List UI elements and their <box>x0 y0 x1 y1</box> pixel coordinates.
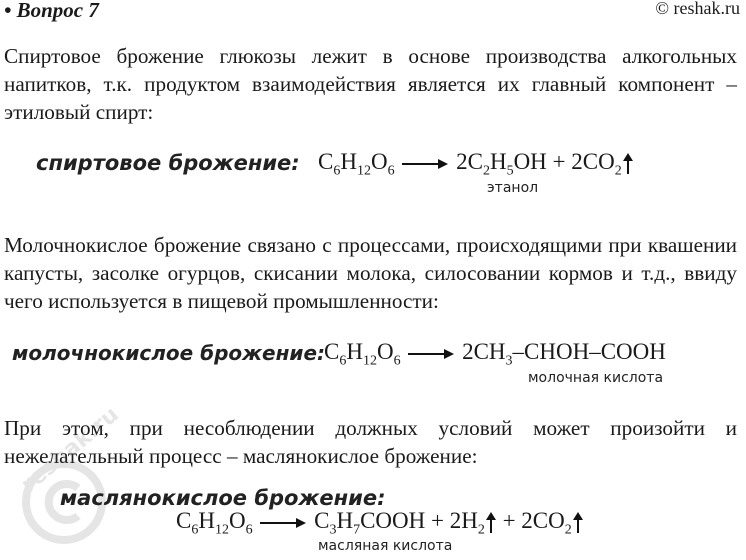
gas-arrow-icon <box>572 512 584 534</box>
reaction-equation-alcoholic: $C_6H_{12}O_6$ $2C_2H_5OH + 2CO_2$ <box>318 149 634 180</box>
reaction-label-alcoholic: спиртовое брожение: <box>36 151 300 175</box>
reaction-label-lactic: молочнокислое брожение: <box>12 341 326 365</box>
watermark-text: reshak.ru <box>16 402 124 498</box>
paragraph-intro: Спиртовое брожение глюкозы лежит в основе производства алкогольных напитков, т.к. продуктом взаимодействия является их главный компонент – этиловый спирт: <box>4 44 737 124</box>
reaction-label-butyric: маслянокислое брожение: <box>60 486 386 510</box>
product-caption-lactic-acid: молочная кислота <box>528 370 664 386</box>
reaction-equation-lactic: $C_6H_{12}O_6$ $2CH_3-CHOH$–COOH <box>324 339 666 369</box>
reaction-arrow-icon <box>406 347 456 361</box>
gas-arrow-icon <box>485 512 497 534</box>
product-caption-ethanol: этанол <box>487 180 539 196</box>
paragraph-lactic: Молочнокислое брожение связано с процессами, происходящими при квашении капусты, засолке огурцов, скисании молока, силосовании кормов и т.д., ввиду чего используется в пищевой промышленности: <box>4 233 737 313</box>
copyright-notice: © reshak.ru <box>655 0 740 18</box>
paragraph-butyric: При этом, при несоблюдении должных условий может произойти и нежелательный процесс – маслянокислое брожение: <box>4 416 737 468</box>
reaction-arrow-icon <box>258 516 308 530</box>
gas-arrow-icon <box>622 153 634 175</box>
product-caption-butyric-acid: масляная кислота <box>318 538 453 554</box>
reaction-arrow-icon <box>400 157 450 171</box>
reaction-equation-butyric: $C_6H_{12}O_6$ $C_3H_7COOH + 2H_2 + 2CO_2$ <box>176 508 584 539</box>
reshak-watermark-icon <box>12 402 162 552</box>
question-title: • Вопрос 7 <box>4 0 99 22</box>
